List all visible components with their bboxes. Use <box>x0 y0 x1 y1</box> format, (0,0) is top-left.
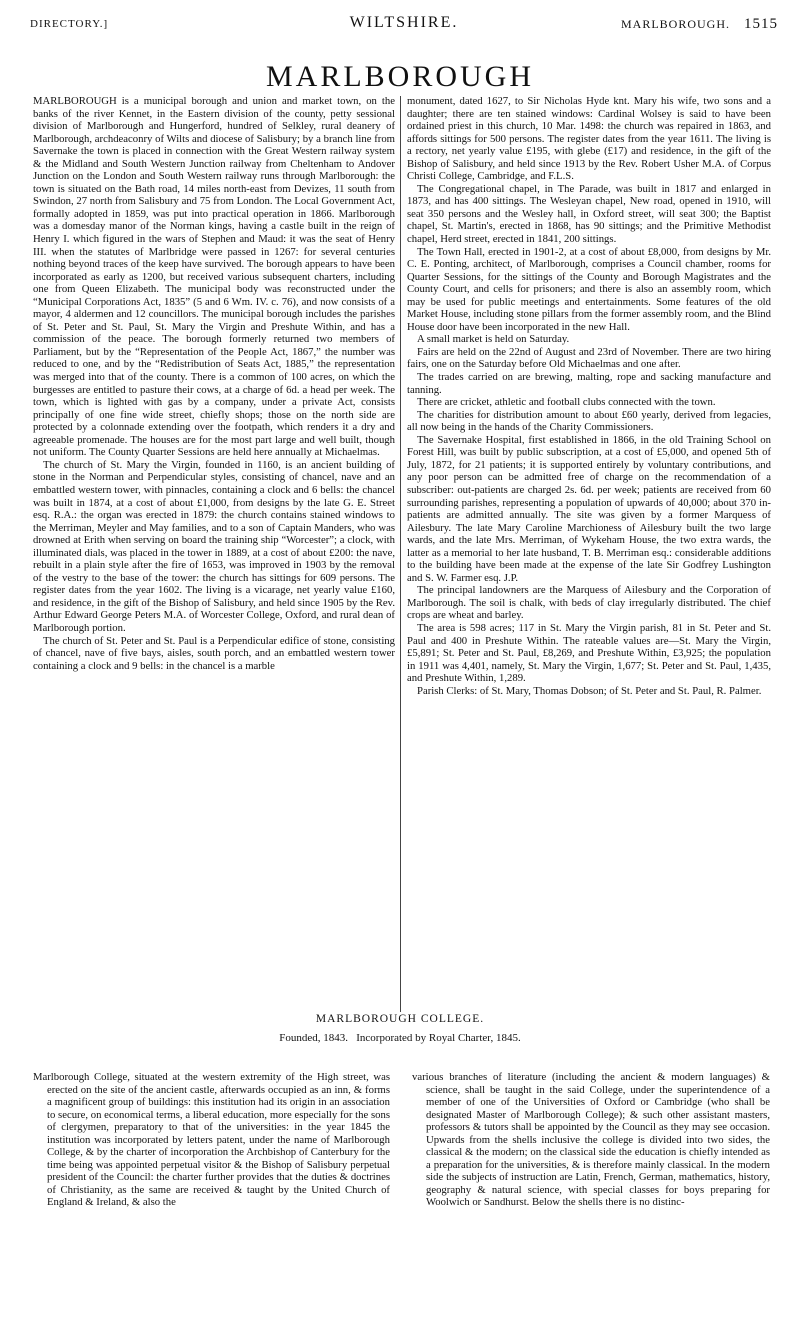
running-head-county: WILTSHIRE. <box>349 14 459 31</box>
paragraph: The church of St. Peter and St. Paul is a Perpendicular edifice of stone, consisting of chancel, nave of five bays, aisles, south porch, and an embattled western tower containing a clock and 9 bells: in the chancel is a marble <box>33 634 395 672</box>
paragraph: Parish Clerks: of St. Mary, Thomas Dobson; of St. Peter and St. Paul, R. Palmer. <box>417 684 762 697</box>
page-number: 1515 <box>744 16 778 32</box>
college-founding-line <box>0 1032 800 1044</box>
paragraph: Fairs are held on the 22nd of August and 23rd of November. There are two hiring fairs, one on the Saturday before Old Michaelmas and one after. <box>407 345 771 371</box>
paragraph: A small market is held on Saturday. <box>417 333 570 346</box>
incorporated-year: 1845. <box>496 1032 521 1044</box>
running-head-right <box>621 16 778 33</box>
paragraph: There are cricket, athletic and football clubs connected with the town. <box>417 396 716 409</box>
paragraph: MARLBOROUGH is a municipal borough and union and market town, on the banks of the river Kennet, in the Eastern division of the county, petty sessional division of Marlborough and Hungerford, hundred of Selkley, rural deanery of Marlborough, archdeaconry of Wilts and diocese of Salisbury; by a branch line from Savernake the town is placed in connection with the Great Western railway system & the Midland and South Western Junction railway from Cheltenham to Andover Junction on the London and South Western railway runs through Marlborough: the town is situated on the Bath road, 14 miles north-east from Devizes, 11 south from Swindon, 27 north from Salisbury and 75 from London. The Local Government Act, formally adopted in 1859, was put into practical operation in 1866. Marlborough was a domesday manor of the Norman kings, having a castle built in the reign of Henry I. which figured in the wars of Stephen and Maud: it was the seat of Henry III. when the statutes of Marlbridge were passed in 1267: for several centuries nothing beyond traces of the keep have survived. The borough appears to have been incorporated as early as 1200, but received various subsequent charters, including one from Queen Elizabeth. The municipal body was reconstructed under the “Municipal Corporations Act, 1835” (5 and 6 Wm. IV. c. 76), and now consists of a mayor, 4 aldermen and 12 councillors. The municipal borough includes the parishes of St. Peter and St. Paul, St. Mary the Virgin and Preshute Within, and has a commission of the peace. The borough formerly returned two members of Parliament, but by the “Representation of the People Act, 1867,” the number was reduced to one, and by the “Redistribution of Seats Act, 1885,” the representation was merged into that of the county. There is a common of 100 acres, on which the burgesses are entitled to pasture their cows, at a charge of 6d. a head per week. The town, which is lighted with gas by a company, under a private Act, consists principally of one fine wide street, chiefly shops; those on the north side are protected by a colonnade extending over the footpath, which renders it a dry and agreeable promenade. The houses are for the most part large and well built, though not uniform. The County Quarter Sessions are held here annually at Michaelmas. <box>33 95 395 459</box>
paragraph: The Savernake Hospital, first established in 1866, in the old Training School on Forest Hill, was built by public subscription, at a cost of £5,000, and opened 5th of July, 1872, for 21 patients; it is supported entirely by voluntary contributions, and any poor person can be admitted free of charge on the recommendation of a subscriber: out-patients are charged 2s. 6d. per week; patients are received from 60 surrounding parishes, representing a population of upwards of 40,000; about 370 in-patients are admitted annually. The site was given by a former Marquess of Ailesbury. The late Mary Caroline Marchioness of Ailesbury built the two large wards, and the late Mrs. Merriman, of Wykeham House, the two extra wards, the latter as a memorial to her late husband, T. B. Merriman esq.: considerable additions to the building have been made at the expense of the late Sir Godfrey Lushington and S. W. Farmer esq. J.P. <box>407 433 771 584</box>
paragraph: The charities for distribution amount to about £60 yearly, derived from legacies, all now being in the hands of the Charity Commissioners. <box>407 408 771 434</box>
page-title: MARLBOROUGH <box>265 60 535 93</box>
paragraph: Marlborough College, situated at the western extremity of the High street, was erected on the site of the ancient castle, afterwards occupied as an inn, & forms a magnificent group of buildings: this institution had its origin in an association to secure, on economical terms, a liberal education, more especially for the sons of clergymen, preparatory to that of the universities: in the year 1845 the institution was incorporated by letters patent, under the name of Marlborough College, & by the charter of incorporation the Archbishop of Canterbury for the time being was appointed perpetual visitor & the Bishop of Salisbury perpetual president of the Council: the charter further provides that the duties & doctrines of Christianity, as the same are received & taught by the United Church of England & Ireland, & also the <box>33 1071 390 1209</box>
founded-label: Founded, <box>279 1032 321 1044</box>
college-heading: MARLBOROUGH COLLEGE. <box>315 1013 485 1025</box>
paragraph: The church of St. Mary the Virgin, founded in 1160, is an ancient building of stone in the Norman and Perpendicular styles, consisting of chancel, nave and an embattled western tower, with pinnacles, containing a clock and 6 bells: the chancel was built in 1874, at a cost of about £1,000, from designs by the late G. E. Street esq. R.A.: the organ was erected in 1879: the church contains stained windows to the Merriman, Meyler and May families, and to a son of Captain Manders, who was drowned at Erith when serving on board the training ship “Worcester”; a clock, with illuminated dials, was placed in the tower in 1889, at a cost of about £200: the nave, rebuilt in a plain style after the fire of 1653, was improved in 1903 by the removal of the vestry to the base of the tower: the church has sittings for 609 persons. The register dates from the year 1602. The living is a vicarage, net yearly value £160, and residence, in the gift of the Bishop of Salisbury, and held since 1905 by the Rev. Arthur Edward George Peters M.A. of Worcester College, Oxford, and rural dean of Marlborough portion. <box>33 458 395 634</box>
paragraph: The Town Hall, erected in 1901-2, at a cost of about £8,000, from designs by Mr. C. E. Ponting, architect, of Marlborough, comprises a Council chamber, rooms for Quarter Sessions, for the sittings of the County and Borough Magistrates and the County Court, and cells for prisoners; and there is also an assembly room, which may be used for public meetings and entertainments. Some features of the old Market House, including stone pillars from the former assembly room, and the Blind House door have been incorporated in the new Hall. <box>407 245 771 333</box>
paragraph: monument, dated 1627, to Sir Nicholas Hyde knt. Mary his wife, two sons and a daughter; there are ten stained windows: Cardinal Wolsey is said to have been ordained priest in this church, 10 Mar. 1498: the church was repaired in 1863, and affords sittings for 500 persons. The register dates from the year 1611. The living is a rectory, net yearly value £195, with glebe (£17) and residence, in the gift of the Bishop of Salisbury, and held since 1913 by the Rev. Robert Usher M.A. of Corpus Christi College, Cambridge, and F.L.S. <box>407 95 771 183</box>
paragraph: The principal landowners are the Marquess of Ailesbury and the Corporation of Marlborough. The soil is chalk, with beds of clay irregularly distributed. The chief crops are wheat and barley. <box>407 584 771 622</box>
paragraph: The Congregational chapel, in The Parade, was built in 1817 and enlarged in 1873, and has 400 sittings. The Wesleyan chapel, New road, opened in 1910, will seat 350 persons and the Wesley hall, in Oxford street, will seat 300; the Baptist chapel, St. Martin's, erected in 1868, has 90 sittings; and the Primitive Methodist chapel, Herd street, erected in 1841, 200 sittings. <box>407 182 771 246</box>
running-head-left: DIRECTORY.] <box>30 18 109 30</box>
founded-year: 1843. <box>323 1032 348 1044</box>
running-head <box>30 12 778 34</box>
incorporated-label: Incorporated by Royal Charter, <box>356 1032 494 1044</box>
college-left-column <box>33 1071 390 1209</box>
college-right-column <box>412 1071 770 1209</box>
paragraph: various branches of literature (including the ancient & modern languages) & science, shall be taught in the said College, under the superintendence of a member of one of the Universities of Oxford or Cambridge (who shall be designated Master of Marlborough College); & such other assistant masters, professors & tutors shall be appointed by the Council as they may see occasion. Upwards from the shells inclusive the college is divided into two sides, the classical & the modern; on the classical side the education is chiefly intended as a preparation for the universities, & is therefore mainly classical. In the modern side the subjects of instruction are Latin, French, German, mathematics, history, geography & natural science, with special classes for boys preparing for Woolwich or Sandhurst. Below the shells there is no distinc- <box>412 1071 770 1209</box>
paragraph: The trades carried on are brewing, malting, rope and sacking manufacture and tanning. <box>407 371 771 396</box>
left-column <box>33 95 395 672</box>
column-divider <box>400 96 401 1012</box>
right-column <box>407 95 771 697</box>
paragraph: The area is 598 acres; 117 in St. Mary the Virgin parish, 81 in St. Peter and St. Paul and 400 in Preshute Within. The rateable values are—St. Mary the Virgin, £5,891; St. Peter and St. Paul, £8,269, and Preshute Within, £3,925; the population in 1911 was 4,401, namely, St. Mary the Virgin, 1,677; St. Peter and St. Paul, 1,435, and Preshute Within, 1,289. <box>407 621 771 685</box>
running-head-town: MARLBOROUGH. <box>620 17 730 31</box>
